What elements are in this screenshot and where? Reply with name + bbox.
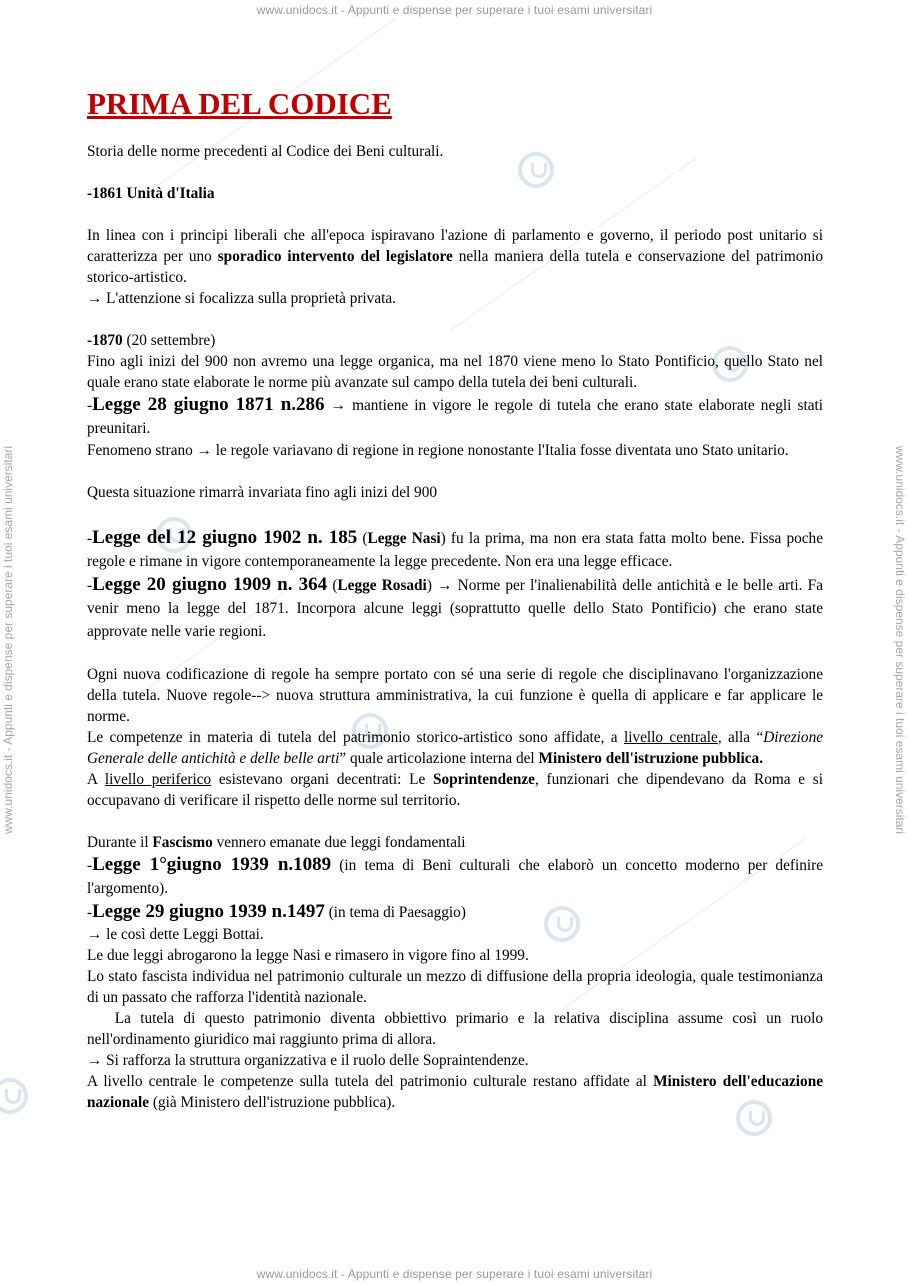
paragraph-proprieta: → L'attenzione si focalizza sulla proprietà privata. bbox=[87, 290, 396, 307]
watermark-bottom: www.unidocs.it - Appunti e dispense per superare i tuoi esami universitari bbox=[256, 1267, 653, 1281]
paragraph-stato-fascista: Lo stato fascista individua nel patrimonio culturale un mezzo di diffusione della propria ideologia, quale testimonianza di un passato che rafforza l'identità nazionale. bbox=[87, 968, 823, 1006]
paragraph-abrogazione: Le due leggi abrogarono la legge Nasi e rimasero in vigore fino al 1999. bbox=[87, 947, 529, 964]
page-title: PRIMA DEL CODICE bbox=[87, 86, 392, 121]
paragraph-periferico: A livello periferico esistevano organi decentrati: Le Soprintendenze, funzionari che dipendevano da Roma e si occupavano di verificare il rispetto delle norme sul territorio. bbox=[87, 771, 824, 809]
law-1497: -Legge 29 giugno 1939 n.1497 (in tema di Paesaggio) bbox=[87, 901, 466, 922]
heading-1861: -1861 Unità d'Italia bbox=[87, 185, 215, 202]
document-body bbox=[87, 141, 827, 1113]
paragraph-1870: Fino agli inizi del 900 non avremo una legge organica, ma nel 1870 viene meno lo Stato Pontificio, quello Stato nel quale erano state elaborate le norme più avanzate sul campo della tutela dei beni culturali. bbox=[87, 353, 823, 391]
watermark-side-right: www.unidocs.it - Appunti e dispense per superare i tuoi esami universitari bbox=[893, 445, 907, 835]
heading-1870: -1870 (20 settembre) bbox=[87, 332, 216, 349]
paragraph-bottai: → le così dette Leggi Bottai. bbox=[87, 926, 264, 943]
paragraph-situazione: Questa situazione rimarrà invariata fino agli inizi del 900 bbox=[87, 484, 438, 501]
paragraph-codificazione: Ogni nuova codificazione di regole ha sempre portato con sé una serie di regole che disciplinavano l'organizzazione della tutela. Nuove regole--> nuova struttura amministrativa, la cui funzione è quella di applicare e far applicare le norme. bbox=[87, 666, 823, 725]
paragraph-tutela: La tutela di questo patrimonio diventa obbiettivo primario e la relativa disciplina assume così un ruolo nell'ordinamento giuridico mai raggiunto prima di allora. bbox=[87, 1010, 827, 1048]
watermark-top: www.unidocs.it - Appunti e dispense per superare i tuoi esami universitari bbox=[256, 3, 653, 17]
paragraph-1861: In linea con i principi liberali che all'epoca ispiravano l'azione di parlamento e governo, il periodo post unitario si caratterizza per uno sporadico intervento del legislatore nella maniera della tutela e conservazione del patrimonio storico-artistico. bbox=[87, 227, 824, 286]
law-1909: -Legge 20 giugno 1909 n. 364 (Legge Rosadi) → Norme per l'inalienabilità delle antichità e le belle arti. Fa venir meno la legge del 1871. Incorpora alcune leggi (soprattutto quelle dello Stato Pontificio) che erano state approvate nelle varie regioni. bbox=[87, 574, 823, 640]
paragraph-fascismo: Durante il Fascismo vennero emanate due leggi fondamentali bbox=[87, 834, 466, 851]
paragraph-livello-centrale: A livello centrale le competenze sulla tutela del patrimonio culturale restano affidate al Ministero dell'educazione nazionale (già Ministero dell'istruzione pubblica). bbox=[87, 1073, 823, 1111]
law-1089: -Legge 1°giugno 1939 n.1089 (in tema di Beni culturali che elaborò un concetto moderno per definire l'argomento). bbox=[87, 854, 823, 897]
paragraph-rafforza: → Si rafforza la struttura organizzativa e il ruolo delle Sopraintendenze. bbox=[87, 1052, 529, 1069]
watermark-logo-icon bbox=[0, 1078, 28, 1114]
law-1871: -Legge 28 giugno 1871 n.286 → mantiene in vigore le regole di tutela che erano state elaborate negli stati preunitari. bbox=[87, 394, 823, 437]
paragraph-fenomeno: Fenomeno strano → le regole variavano di regione in regione nonostante l'Italia fosse diventata uno Stato unitario. bbox=[87, 442, 789, 459]
intro-paragraph: Storia delle norme precedenti al Codice dei Beni culturali. bbox=[87, 143, 444, 160]
paragraph-competenze: Le competenze in materia di tutela del patrimonio storico-artistico sono affidate, a livello centrale, alla “Direzione Generale delle antichità e delle belle arti” quale articolazione interna del Ministero dell'istruzione pubblica. bbox=[87, 729, 824, 767]
watermark-side-left: www.unidocs.it - Appunti e dispense per superare i tuoi esami universitari bbox=[1, 445, 15, 835]
law-1902: -Legge del 12 giugno 1902 n. 185 (Legge Nasi) fu la prima, ma non era stata fatta molto bene. Fissa poche regole e rimane in vigore contemporaneamente la legge precedente. Non era una legge efficace. bbox=[87, 527, 823, 570]
